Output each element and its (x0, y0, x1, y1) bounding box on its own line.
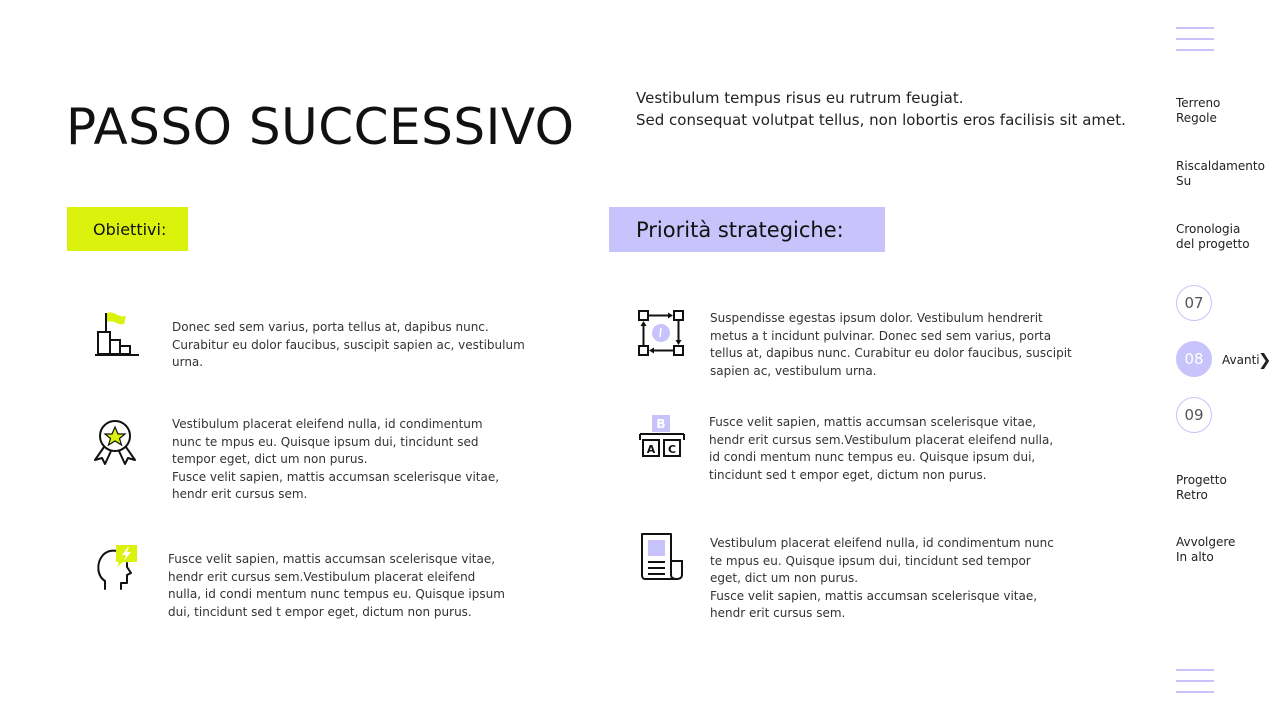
sidebar-item-progetto-retro[interactable]: Progetto Retro (1176, 473, 1227, 502)
page-07-button[interactable]: 07 (1176, 285, 1212, 321)
priority-item-3-text: Vestibulum placerat eleifend nulla, id condimentum nunc te mpus eu. Quisque ipsum dui, tincidunt sed tempor eget, dict um non purus. Fusce velit sapien, mattis accumsan scelerisque vitae, hendr erit cursus sem. (710, 536, 1054, 620)
newspaper-icon (637, 531, 687, 581)
objectives-label: Obiettivi: (93, 219, 167, 239)
page-09-button[interactable]: 09 (1176, 397, 1212, 433)
svg-text:A: A (646, 443, 656, 456)
priority-item-1-text: Suspendisse egestas ipsum dolor. Vestibulum hendrerit metus a t incidunt pulvinar. Donec sed sem varius, porta tellus at, dapibus nunc. Curabitur eu dolor faucibus, suscipit sapien ac, vestibulum urna. (710, 311, 1072, 378)
process-cycle-icon (636, 308, 686, 358)
objectives-tag (67, 207, 188, 251)
svg-text:C: C (667, 443, 677, 456)
priorities-tag (609, 207, 885, 252)
svg-text:B: B (656, 417, 666, 431)
objective-item-1-text: Donec sed sem varius, porta tellus at, dapibus nunc. Curabitur eu dolor faucibus, suscipit sapien ac, vestibulum urna. (172, 320, 525, 369)
sidebar-item-riscaldamento-su[interactable]: Riscaldamento Su (1176, 159, 1265, 188)
intro-line-2: Sed consequat volutpat tellus, non lobortis eros facilisis sit amet. (636, 111, 1126, 129)
sidebar-item-avvolgere[interactable]: Avvolgere In alto (1176, 535, 1236, 564)
award-badge-icon (90, 416, 140, 466)
intro-line-1: Vestibulum tempus risus eu rutrum feugiat. (636, 89, 964, 107)
page-title: PASSO SUCCESSIVO (66, 98, 575, 156)
menu-icon-bottom[interactable] (1176, 669, 1214, 695)
intro-text (636, 87, 1126, 131)
objective-item-2-text: Vestibulum placerat eleifend nulla, id condimentum nunc te mpus eu. Quisque ipsum dui, tincidunt sed tempor eget, dict um non purus. Fusce velit sapien, mattis accumsan scelerisque vitae, hendr erit cursus sem. (172, 417, 500, 501)
head-idea-icon (93, 543, 143, 593)
menu-icon[interactable] (1176, 27, 1214, 53)
objective-item-3-text: Fusce velit sapien, mattis accumsan scelerisque vitae, hendr erit cursus sem.Vestibulum placerat eleifend nulla, id condi mentum nunc tempus eu. Quisque ipsum dui, tincidunt sed t empor eget, dictum non purus. (168, 552, 505, 619)
next-label[interactable]: Avanti (1222, 353, 1260, 367)
chevron-right-icon[interactable]: ❯ (1258, 350, 1272, 369)
flag-podium-icon (92, 310, 142, 360)
page-08-button[interactable]: 08 (1176, 341, 1212, 377)
priorities-label: Priorità strategiche: (636, 217, 844, 242)
sidebar-item-terreno-regole[interactable]: Terreno Regole (1176, 96, 1221, 125)
priority-item-2-text: Fusce velit sapien, mattis accumsan scelerisque vitae, hendr erit cursus sem.Vestibulum placerat eleifend nulla, id condi mentum nunc tempus eu. Quisque ipsum dui, tincidunt sed t empor eget, dictum non purus. (709, 415, 1054, 482)
sidebar-item-cronologia[interactable]: Cronologia del progetto (1176, 222, 1250, 251)
abc-blocks-icon (637, 412, 687, 462)
